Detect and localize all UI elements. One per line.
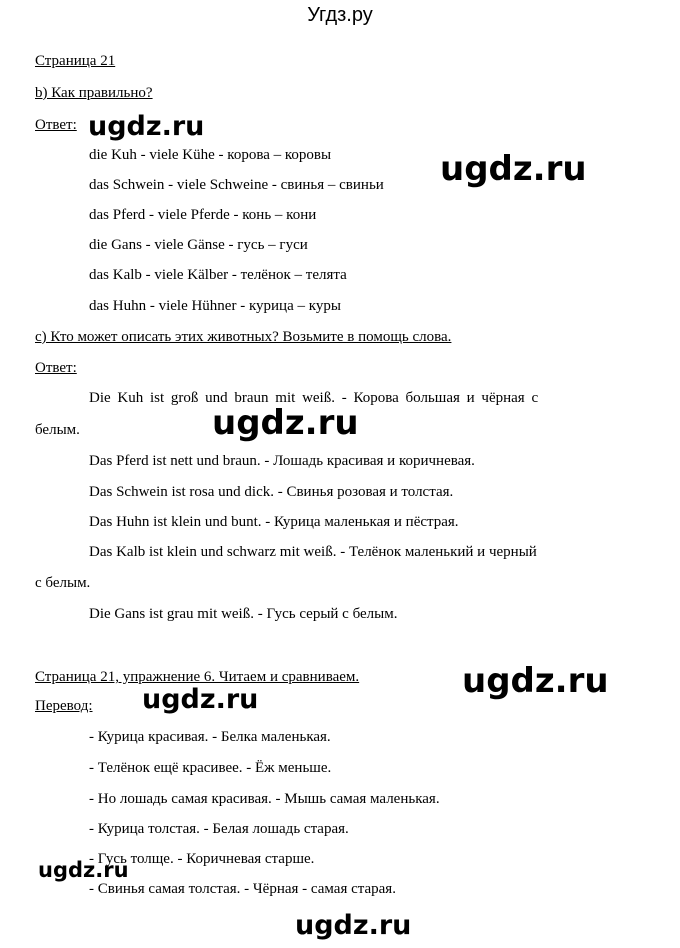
vocab-line: das Schwein - viele Schweine - свинья – свиньи xyxy=(89,177,384,193)
vocab-line: das Kalb - viele Kälber - телёнок – телята xyxy=(89,267,347,283)
watermark: ugdz.ru xyxy=(462,661,609,701)
watermark: ugdz.ru xyxy=(212,403,359,443)
part-c-title: c) Кто может описать этих животных? Возьмите в помощь слова. xyxy=(35,329,452,345)
answer-line: с белым. xyxy=(35,575,91,591)
watermark: ugdz.ru xyxy=(295,910,412,941)
part-b-answer-label: Ответ: xyxy=(35,117,77,133)
answer-line: Das Schwein ist rosa und dick. - Свинья розовая и толстая. xyxy=(89,484,454,500)
watermark: ugdz.ru xyxy=(142,684,259,715)
watermark: ugdz.ru xyxy=(440,149,587,189)
translation-line: - Свинья самая толстая. - Чёрная - самая старая. xyxy=(89,881,396,897)
page-heading: Страница 21 xyxy=(35,53,116,69)
answer-line: Die Kuh ist groß und braun mit weiß. - Корова большая и чёрная с xyxy=(89,390,539,406)
translation-line: - Курица толстая. - Белая лошадь старая. xyxy=(89,821,349,837)
vocab-line: das Huhn - viele Hühner - курица – куры xyxy=(89,298,341,314)
vocab-line: das Pferd - viele Pferde - конь – кони xyxy=(89,207,317,223)
vocab-line: die Gans - viele Gänse - гусь – гуси xyxy=(89,237,308,253)
watermark: ugdz.ru xyxy=(38,858,129,882)
translation-line: - Курица красивая. - Белка маленькая. xyxy=(89,729,331,745)
part-c-answer-label: Ответ: xyxy=(35,360,77,376)
watermark: ugdz.ru xyxy=(88,111,205,142)
vocab-line: die Kuh - viele Kühe - корова – коровы xyxy=(89,147,332,163)
answer-line: белым. xyxy=(35,422,80,438)
part-b-title: b) Как правильно? xyxy=(35,85,153,101)
translation-label: Перевод: xyxy=(35,698,93,714)
translation-line: - Гусь толще. - Коричневая старше. xyxy=(89,851,315,867)
answer-line: Das Pferd ist nett und braun. - Лошадь красивая и коричневая. xyxy=(89,453,475,469)
site-title: Угдз.ру xyxy=(307,4,373,26)
translation-line: - Телёнок ещё красивее. - Ёж меньше. xyxy=(89,760,332,776)
exercise-heading: Страница 21, упражнение 6. Читаем и сравниваем. xyxy=(35,669,360,685)
translation-line: - Но лошадь самая красивая. - Мышь самая маленькая. xyxy=(89,791,440,807)
answer-line: Das Huhn ist klein und bunt. - Курица маленькая и пёстрая. xyxy=(89,514,459,530)
answer-line: Das Kalb ist klein und schwarz mit weiß. - Телёнок маленький и черный xyxy=(89,544,537,560)
answer-line: Die Gans ist grau mit weiß. - Гусь серый с белым. xyxy=(89,606,398,622)
